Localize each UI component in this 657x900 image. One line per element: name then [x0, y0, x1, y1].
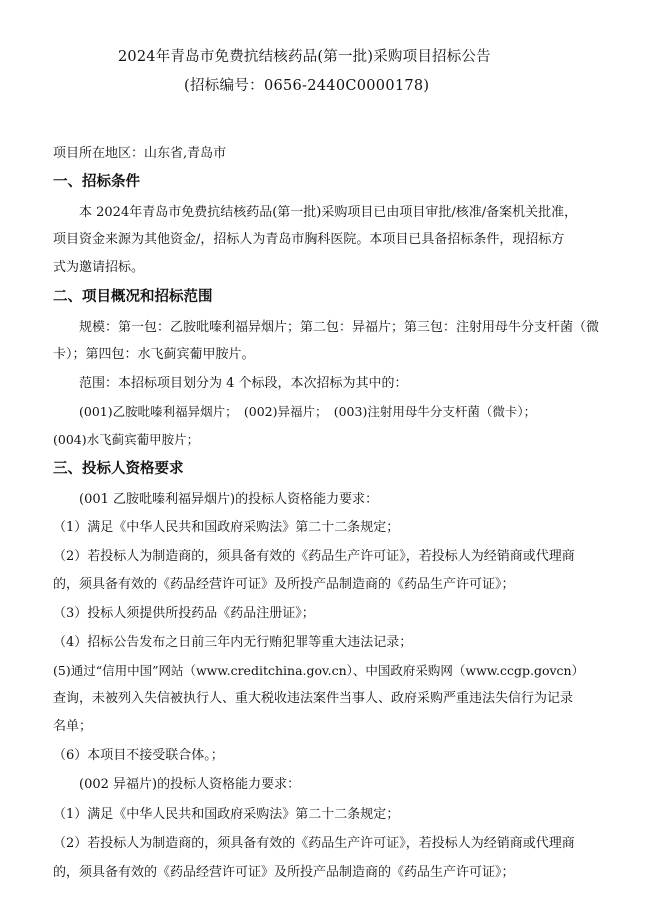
paragraph-line: (001 乙胺吡嗪利福异烟片)的投标人资格能力要求： — [79, 492, 379, 507]
document-title: 2024年青岛市免费抗结核药品(第一批)采购项目招标公告 — [118, 49, 491, 65]
paragraph-line: (002 异福片)的投标人资格能力要求： — [79, 777, 301, 792]
section-heading-bidder-qualifications: 三、投标人资格要求 — [53, 460, 184, 477]
paragraph-line: 的，须具备有效的《药品经营许可证》及所投产品制造商的《药品生产许可证》； — [53, 865, 515, 880]
paragraph-line: 本 2024年青岛市免费抗结核药品(第一批)采购项目已由项目审批/核准/备案机关批准， — [79, 205, 578, 220]
paragraph-line: 规模：第一包：乙胺吡嗪利福异烟片；第二包：异福片；第三包：注射用母牛分支杆菌（微 — [79, 320, 600, 335]
paragraph-line: （6）本项目不接受联合体。； — [53, 748, 224, 763]
section-heading-project-overview: 二、项目概况和招标范围 — [53, 288, 213, 305]
paragraph-line: 名单； — [53, 719, 93, 734]
project-location: 项目所在地区：山东省,青岛市 — [53, 146, 227, 161]
paragraph-line: 范围：本招标项目划分为 4 个标段，本次招标为其中的： — [79, 376, 408, 391]
paragraph-line: (001)乙胺吡嗪利福异烟片； (002)异福片； (003)注射用母牛分支杆菌（微卡）； — [79, 404, 537, 419]
paragraph-line: (5)通过“信用中国”网站（www.creditchina.gov.cn）、中国政府采购网（www.ccgp.govcn） — [53, 663, 585, 678]
paragraph-line: （4）招标公告发布之日前三年内无行贿犯罪等重大违法记录； — [53, 635, 413, 650]
paragraph-line: 项目资金来源为其他资金/，招标人为青岛市胸科医院。本项目已具备招标条件，现招标方 — [53, 232, 565, 247]
paragraph-line: （2）若投标人为制造商的，须具备有效的《药品生产许可证》，若投标人为经销商或代理商 — [53, 549, 575, 564]
paragraph-line: （1）满足《中华人民共和国政府采购法》第二十二条规定； — [53, 520, 400, 535]
paragraph-line: （1）满足《中华人民共和国政府采购法》第二十二条规定； — [53, 807, 400, 822]
bid-number: (招标编号：0656-2440C0000178) — [184, 78, 430, 94]
paragraph-line: （3）投标人须提供所投药品《药品注册证》； — [53, 606, 315, 621]
paragraph-line: 式为邀请招标。 — [53, 260, 145, 275]
section-heading-bid-conditions: 一、招标条件 — [53, 173, 140, 190]
paragraph-line: 的，须具备有效的《药品经营许可证》及所投产品制造商的《药品生产许可证》； — [53, 577, 515, 592]
paragraph-line: (004)水飞蓟宾葡甲胺片； — [53, 432, 200, 447]
paragraph-line: （2）若投标人为制造商的，须具备有效的《药品生产许可证》，若投标人为经销商或代理商 — [53, 836, 575, 851]
paragraph-line: 卡）；第四包：水飞蓟宾葡甲胺片。 — [53, 347, 255, 362]
paragraph-line: 查询，未被列入失信被执行人、重大税收违法案件当事人、政府采购严重违法失信行为记录 — [53, 691, 574, 706]
